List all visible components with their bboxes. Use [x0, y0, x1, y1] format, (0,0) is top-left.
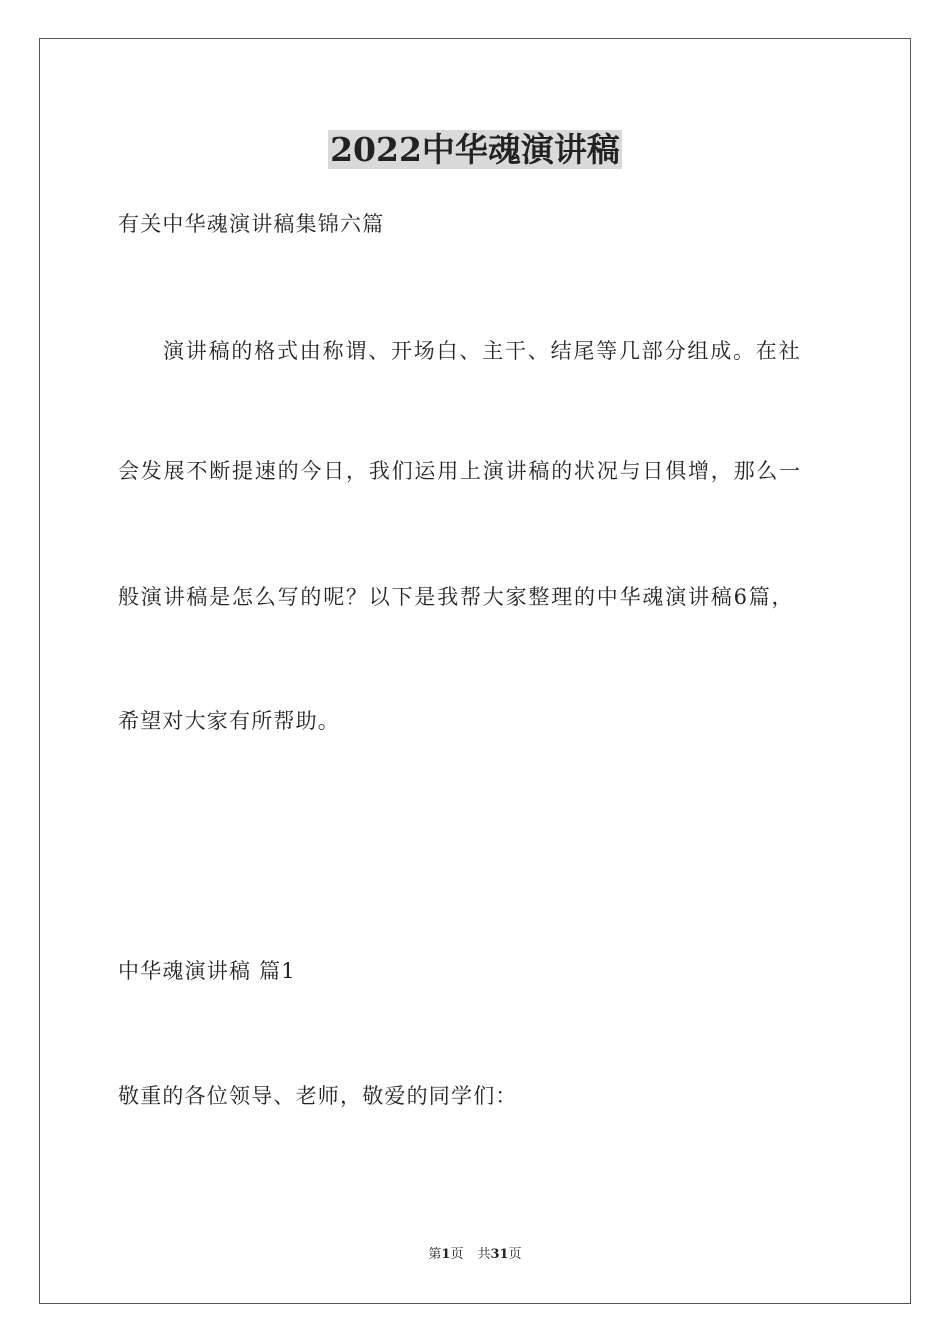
footer-total-pages: 31	[490, 1247, 509, 1262]
title-text: 2022中华魂演讲稿	[330, 130, 620, 169]
greeting-line: 敬重的各位领导、老师，敬爱的同学们：	[118, 1084, 518, 1108]
footer-page-prefix: 第	[428, 1247, 442, 1262]
document-subtitle: 有关中华魂演讲稿集锦六篇	[118, 212, 385, 236]
footer-page-suffix: 页	[450, 1247, 464, 1262]
document-title	[0, 128, 950, 172]
paragraph-line-3: 般演讲稿是怎么写的呢？以下是我帮大家整理的中华魂演讲稿6篇，	[118, 585, 795, 609]
paragraph-line-1: 演讲稿的格式由称谓、开场白、主干、结尾等几部分组成。在社	[163, 339, 802, 363]
footer-total-prefix: 共	[477, 1247, 491, 1262]
paragraph-line-2: 会发展不断提速的今日，我们运用上演讲稿的状况与日俱增，那么一	[118, 459, 802, 483]
page-footer	[0, 1246, 950, 1264]
footer-page-number: 1	[441, 1247, 451, 1262]
section-heading: 中华魂演讲稿 篇1	[118, 959, 296, 983]
paragraph-line-4: 希望对大家有所帮助。	[118, 709, 340, 733]
footer-total-suffix: 页	[508, 1247, 522, 1262]
